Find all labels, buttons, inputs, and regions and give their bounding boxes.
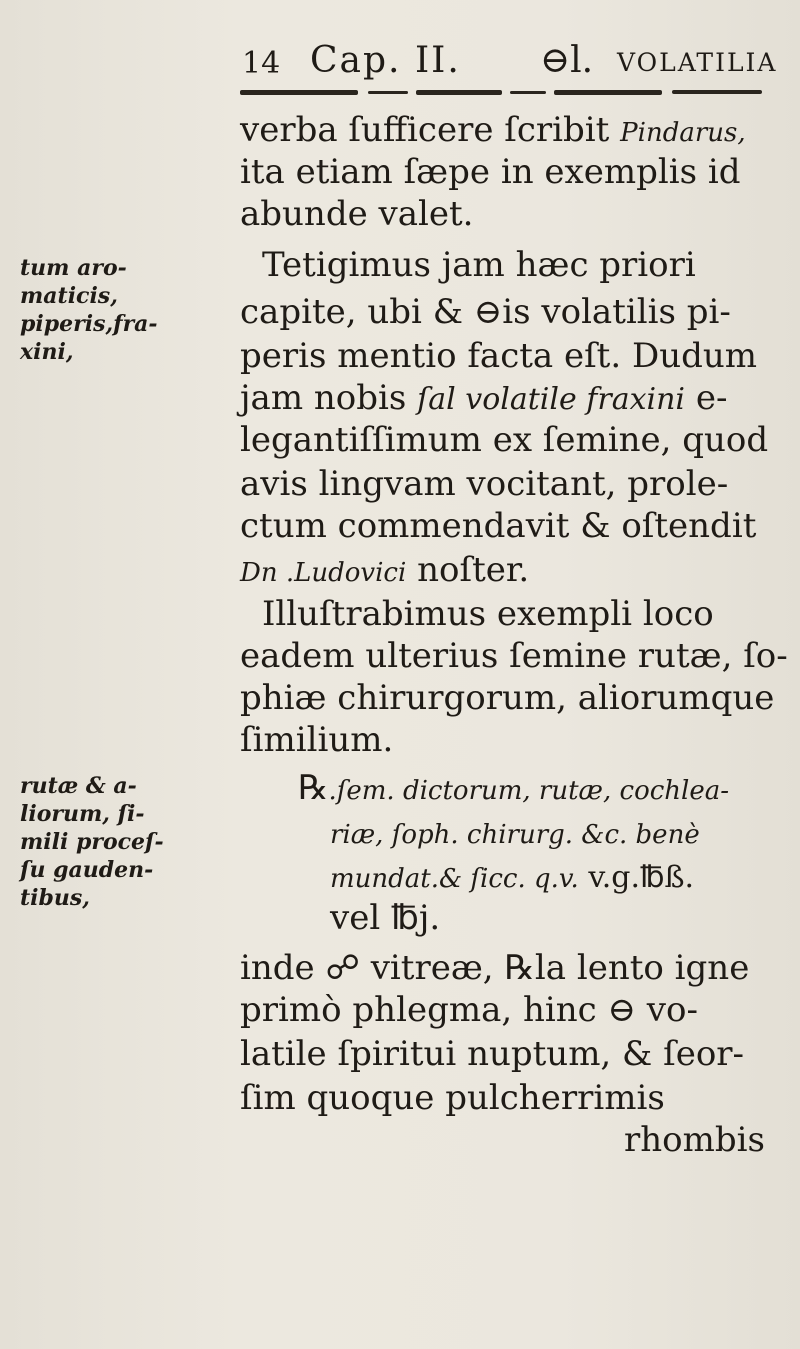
running-header	[242, 40, 778, 81]
text-line: eadem ulterius ſemine rutæ, ſo-	[240, 636, 788, 676]
text-line: phiæ chirurgorum, aliorumque	[240, 678, 775, 718]
text-line: riæ, ſoph. chirurg. &c. benè	[330, 820, 700, 850]
text-line: verba ſufficere ſcribit Pindarus,	[240, 110, 746, 150]
margin-note-2: rutæ & a- liorum, ſi- mili proceſ- ſu gauden- tibus,	[20, 773, 164, 911]
text-line: ctum commendavit & oſtendit	[240, 506, 757, 546]
text-line: ℞.ſem. dictorum, rutæ, cochlea-	[298, 768, 730, 808]
text-line: abunde valet.	[240, 194, 474, 234]
text-line: Dn .Ludovici noſter.	[240, 550, 530, 590]
text-line: latile ſpiritui nuptum, & ſeor-	[240, 1034, 745, 1074]
text-line: inde ☍ vitreæ, ℞la lento igne	[240, 948, 750, 988]
text-line: capite, ubi & ⊖is volatilis pi-	[240, 292, 731, 332]
ornamental-rule	[240, 90, 780, 96]
catchword: rhombis	[624, 1120, 765, 1160]
text-line: mundat.& ſicc. q.v. v.g.℔ß.	[330, 860, 695, 895]
text-line: jam nobis ſal volatile fraxini e-	[240, 378, 728, 418]
chapter-label: Cap. II.	[310, 40, 461, 81]
text-line: Tetigimus jam hæc priori	[262, 245, 696, 285]
text-line: primò phlegma, hinc ⊖ vo-	[240, 990, 698, 1030]
text-line: peris mentio facta eſt. Dudum	[240, 336, 758, 376]
header-title: VOLATILIA	[617, 48, 778, 77]
text-line: ſim quoque pulcherrimis	[240, 1078, 665, 1118]
text-line: Illuſtrabimus exempli loco	[262, 594, 714, 634]
text-line: ita etiam ſæpe in exemplis id	[240, 152, 741, 192]
text-line: ſimilium.	[240, 720, 394, 760]
margin-note-1: tum aro- maticis, piperis,fra- xini,	[20, 255, 158, 365]
text-line: avis lingvam vocitant, prole-	[240, 464, 729, 504]
text-line: legantiſſimum ex ſemine, quod	[240, 420, 769, 460]
salt-symbol: ⊖l.	[540, 40, 594, 81]
text-line: vel ℔j.	[330, 898, 441, 938]
page-number: 14	[242, 46, 281, 81]
